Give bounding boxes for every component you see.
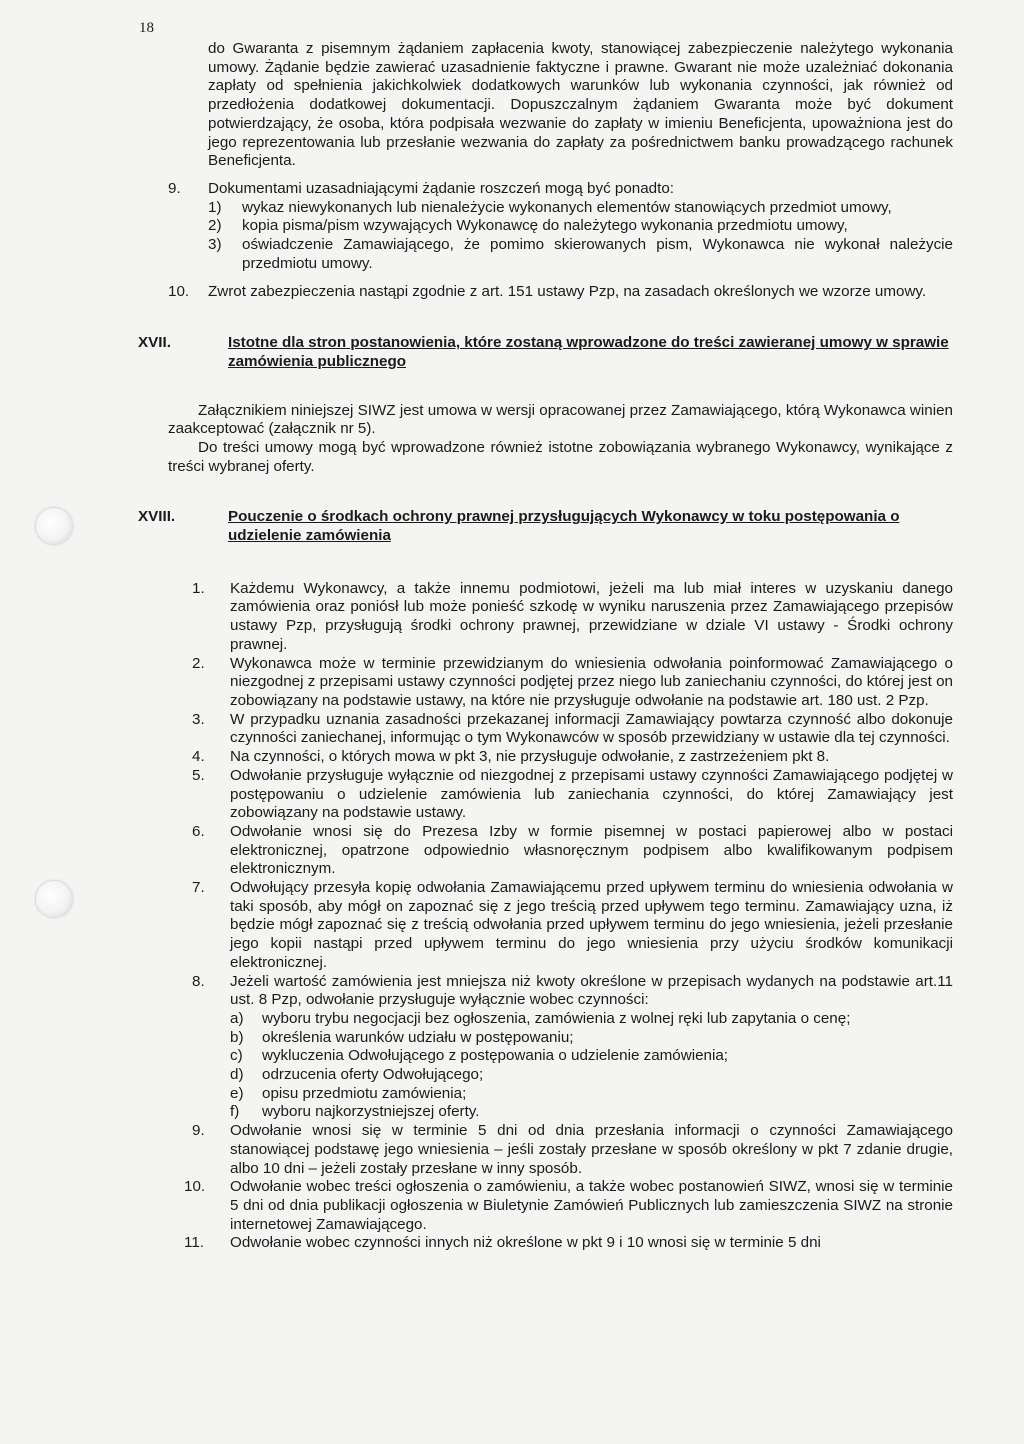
list-item [168, 580, 953, 655]
item-text: Każdemu Wykonawcy, a także innemu podmiotowi, jeżeli ma lub miał interes w uzyskaniu danego zamówienia oraz poniósł lub może ponieść szkodę w wyniku naruszenia przez Zamawiającego przepisów ustawy Pzp, przysługują środki ochrony prawnej, przewidziane w dziale VI ustawy - Środki ochrony prawnej. [230, 579, 953, 653]
item-number: 9. [168, 179, 181, 197]
list-item [168, 767, 953, 823]
item-text: Wykonawca może w terminie przewidzianym do wniesienia odwołania poinformować Zamawiającego o niezgodnej z przepisami ustawy czynności podjętej przez niego lub zaniechaniu czynności, do której jest on zobowiązany na podstawie ustawy, na które nie przysługuje odwołanie na podstawie art. 180 ust. 2 Pzp. [230, 654, 953, 709]
item-number: 11. [184, 1234, 204, 1252]
punch-hole-top [36, 508, 72, 544]
item-number: 1. [192, 579, 205, 597]
item-text: Na czynności, o których mowa w pkt 3, nie przysługuje odwołanie, z zastrzeżeniem pkt 8. [230, 748, 830, 766]
list-item [168, 1122, 953, 1178]
item-text: Odwołanie wnosi się w terminie 5 dni od dnia przesłania informacji o czynności Zamawiającego stanowiącej podstawę jego wniesienia – jeśli zostały przesłane w sposób określony w pkt 7 zdanie drugie, albo 10 dni – jeżeli zostały przesłane w inny sposób. [230, 1122, 953, 1177]
alpha-item [230, 1047, 953, 1066]
alpha-item-letter: a) [230, 1009, 244, 1027]
item-number: 7. [192, 879, 205, 897]
document-body [138, 40, 953, 1253]
item-text: Odwołanie wnosi się do Prezesa Izby w formie pisemnej w postaci papierowej albo w postaci elektronicznej, opatrzone odpowiednio własnoręcznym podpisem albo kwalifikowanym podpisem elektronicznym. [230, 822, 953, 878]
section-title: Pouczenie o środkach ochrony prawnej przysługujących Wykonawcy w toku postępowania o udzielenie zamówienia [228, 508, 900, 545]
list-item [168, 711, 953, 748]
item-text: Odwołanie wobec treści ogłoszenia o zamówieniu, a także wobec postanowień SIWZ, wnosi się w terminie 5 dni od dnia publikacji ogłoszenia w Biuletynie Zamówień Publicznych lub zamieszczenia SIWZ na stronie internetowej Zamawiającego. [230, 1178, 953, 1233]
item-number: 2. [192, 654, 205, 672]
list-item [168, 655, 953, 711]
sub-item [208, 217, 953, 236]
item-number: 10. [184, 1178, 206, 1196]
alpha-item-letter: f) [230, 1103, 240, 1121]
alpha-item-text: wyboru trybu negocjacji bez ogłoszenia, zamówienia z wolnej ręki lub zapytania o cenę; [262, 1009, 851, 1027]
section-xvii-body [168, 402, 953, 477]
list-item [168, 879, 953, 973]
list-item [168, 823, 953, 879]
item-text: Odwołanie przysługuje wyłącznie od niezgodnej z przepisami ustawy czynności Zamawiającego podjętej w postępowaniu o udzielenie zamówienia lub zaniechania czynności, do której Zamawiający jest zobowiązany na podstawie ustawy. [230, 766, 953, 822]
alpha-item [230, 1103, 953, 1122]
alpha-item-text: określenia warunków udziału w postępowaniu; [262, 1028, 574, 1046]
list-item [168, 973, 953, 1010]
list-item [168, 748, 953, 767]
item-text: Jeżeli wartość zamówienia jest mniejsza niż kwoty określone w przepisach wydanych na podstawie art.11 ust. 8 Pzp, odwołanie przysługuje wyłącznie wobec czynności: [230, 972, 953, 1009]
page-number: 18 [139, 20, 154, 36]
alpha-item-text: opisu przedmiotu zamówienia; [262, 1084, 467, 1102]
punch-hole-bottom [36, 881, 72, 917]
alpha-item [230, 1066, 953, 1085]
item-text: W przypadku uznania zasadności przekazanej informacji Zamawiający powtarza czynność albo dokonuje czynności zaniechanej, informując o tym Wykonawców w sposób przewidziany w ustawie dla tej czynności. [230, 710, 953, 747]
sub-item [208, 236, 953, 273]
intro-paragraph: do Gwaranta z pisemnym żądaniem zapłacenia kwoty, stanowiącej zabezpieczenie należytego wykonania umowy. Żądanie będzie zawierać uzasadnienie faktyczne i prawne. Gwarant nie może uzależniać dokonania zapłaty od spełnienia jakichkolwiek dodatkowych warunków lub wykonania czynności, jak również od przedłożenia dodatkowej dokumentacji. Dopuszczalnym żądaniem Gwaranta może być dokument potwierdzający, że osoba, która podpisała wezwanie do zapłaty w imieniu Beneficjenta, upoważniona jest do jego reprezentowania lub przesłanie wezwania do zapłaty za pośrednictwem banku prowadzącego rachunek Beneficjenta. [208, 40, 953, 170]
sub-item-text: oświadczenie Zamawiającego, że pomimo skierowanych pism, Wykonawca nie wykonał należycie przedmiotu umowy. [242, 236, 953, 272]
sub-item-number: 3) [208, 236, 222, 254]
item-number: 8. [192, 972, 205, 990]
section-title: Istotne dla stron postanowienia, które zostaną wprowadzone do treści zawieranej umowy w sprawie zamówienia publicznego [228, 334, 949, 370]
item-number: 9. [192, 1122, 205, 1140]
sub-item-text: kopia pisma/pism wzywających Wykonawcę do należytego wykonania przedmiotu umowy, [242, 217, 848, 235]
item-number: 4. [192, 748, 205, 766]
section-number: XVIII. [138, 508, 176, 526]
alpha-item-letter: c) [230, 1047, 243, 1065]
sub-item-number: 2) [208, 217, 222, 235]
section-xviii-list [168, 580, 953, 1253]
list-item [168, 1234, 953, 1253]
list-item [168, 1178, 953, 1234]
sub-item-number: 1) [208, 198, 222, 216]
paragraph: Do treści umowy mogą być wprowadzone również istotne zobowiązania wybranego Wykonawcy, wynikające z treści wybranej oferty. [168, 438, 953, 475]
section-heading-xviii [138, 508, 953, 545]
section-number: XVII. [138, 334, 171, 352]
alpha-item-letter: d) [230, 1066, 244, 1084]
item-text: Odwołujący przesyła kopię odwołania Zamawiającemu przed upływem terminu do wniesienia odwołania w taki sposób, aby mógł on zapoznać się z jego treścią przed upływem tego terminu. Zamawiający uzna, iż będzie mógł zapoznać się z treścią odwołania przed upływem terminu do jego wniesienia, jeżeli przesłanie jego kopii nastąpi przed upływem terminu do jego wniesienia przy użyciu środków komunikacji elektronicznej. [230, 879, 953, 971]
alpha-item-text: wyboru najkorzystniejszej oferty. [262, 1103, 480, 1121]
alpha-item [230, 1010, 953, 1029]
sub-item-text: wykaz niewykonanych lub nienależycie wykonanych elementów stanowiących przedmiot umowy, [242, 198, 892, 216]
item-number: 3. [192, 710, 205, 728]
item-text: Dokumentami uzasadniającymi żądanie roszczeń mogą być ponadto: [208, 179, 674, 197]
alpha-item-letter: b) [230, 1028, 244, 1046]
alpha-item-text: wykluczenia Odwołującego z postępowania o udzielenie zamówienia; [262, 1047, 729, 1065]
alpha-item [230, 1085, 953, 1104]
item-number: 6. [192, 822, 205, 840]
alpha-item [230, 1029, 953, 1048]
list-item-9 [168, 180, 953, 199]
section-heading-xvii [138, 334, 953, 371]
alpha-item-letter: e) [230, 1084, 244, 1102]
item-number: 5. [192, 766, 205, 784]
item-text: Zwrot zabezpieczenia nastąpi zgodnie z art. 151 ustawy Pzp, na zasadach określonych we wzorze umowy. [208, 283, 927, 301]
alpha-item-text: odrzucenia oferty Odwołującego; [262, 1066, 484, 1084]
list-item-10 [168, 283, 953, 302]
item-number: 10. [168, 283, 190, 301]
item-text: Odwołanie wobec czynności innych niż określone w pkt 9 i 10 wnosi się w terminie 5 dni [230, 1234, 821, 1252]
sub-item [208, 199, 953, 218]
paragraph: Załącznikiem niniejszej SIWZ jest umowa w wersji opracowanej przez Zamawiającego, którą Wykonawca winien zaakceptować (załącznik nr 5). [168, 401, 953, 438]
